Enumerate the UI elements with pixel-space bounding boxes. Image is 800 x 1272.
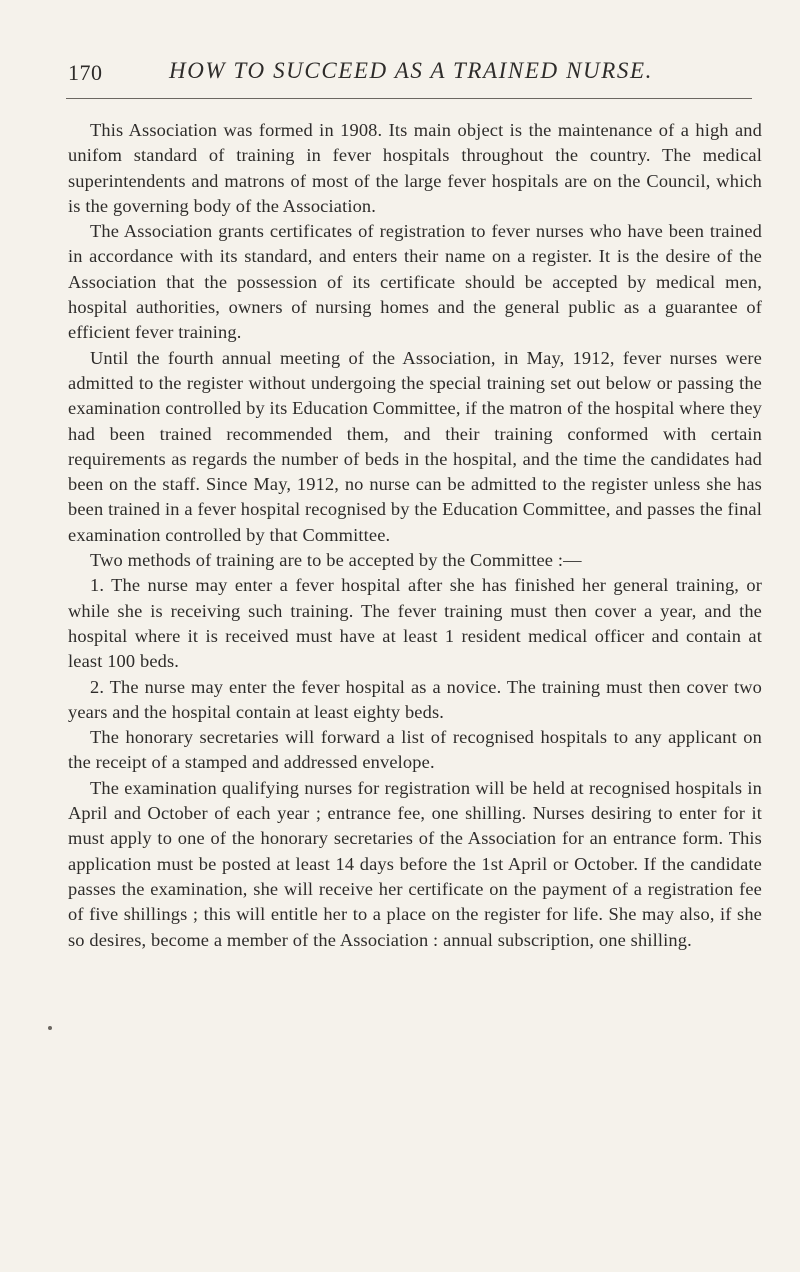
paragraph: 1. The nurse may enter a fever hospital after she has finished her general training, or while she is receiving such training. The fever training must then cover a year, and the hospital where it is received must have at least 1 resident medical officer and contain at least 100 beds.: [68, 575, 762, 672]
paragraph: The examination qualifying nurses for registration will be held at recognised hospitals in April and October of each year ; entrance fee, one shilling. Nurses desiring to enter for it must apply to one of the honorary secretaries of the Association for an entrance form. This application must be posted at least 14 days before the 1st April or October. If the candidate passes the examination, she will receive her certificate on the payment of a registration fee of five shillings ; this will entitle her to a place on the register for life. She may also, if she so desires, become a member of the Association : annual subscription, one shilling.: [68, 777, 762, 950]
running-head: HOW TO SUCCEED AS A TRAINED NURSE.: [169, 58, 653, 83]
paragraph: The Association grants certificates of registration to fever nurses who have been trained in accordance with its standard, and enters their name on a register. It is the desire of the Association that the possession of its certificate should be accepted by medical men, hospital authorities, owners of nursing homes and the general public as a guarantee of efficient fever training.: [68, 221, 762, 343]
paragraph: Two methods of training are to be accepted by the Committee :—: [90, 550, 582, 571]
paragraph: 2. The nurse may enter the fever hospital as a novice. The training must then cover two years and the hospital contain at least eighty beds.: [68, 676, 762, 722]
margin-mark: [48, 1026, 52, 1030]
page-number: 170: [68, 60, 103, 85]
header-rule: [66, 98, 752, 99]
paragraph: This Association was formed in 1908. Its main object is the maintenance of a high and unifom standard of training in fever hospitals throughout the country. The medical superintendents and matrons of most of the large fever hospitals are on the Council, which is the governing body of the Association.: [68, 120, 762, 216]
paragraph: Until the fourth annual meeting of the Association, in May, 1912, fever nurses were admitted to the register without undergoing the special training set out below or passing the examination controlled by its Education Committee, if the matron of the hospital where they had been trained recommended them, and their training conformed with certain requirements as regards the number of beds in the hospital, and the time the candidates had been on the staff. Since May, 1912, no nurse can be admitted to the register unless she has been trained in a fever hospital recognised by the Education Committee, and passes the final examination controlled by that Committee.: [68, 347, 762, 545]
body-text: [68, 118, 762, 953]
paragraph: The honorary secretaries will forward a list of recognised hospitals to any applicant on the receipt of a stamped and addressed envelope.: [68, 727, 762, 773]
page-header: [0, 52, 800, 92]
